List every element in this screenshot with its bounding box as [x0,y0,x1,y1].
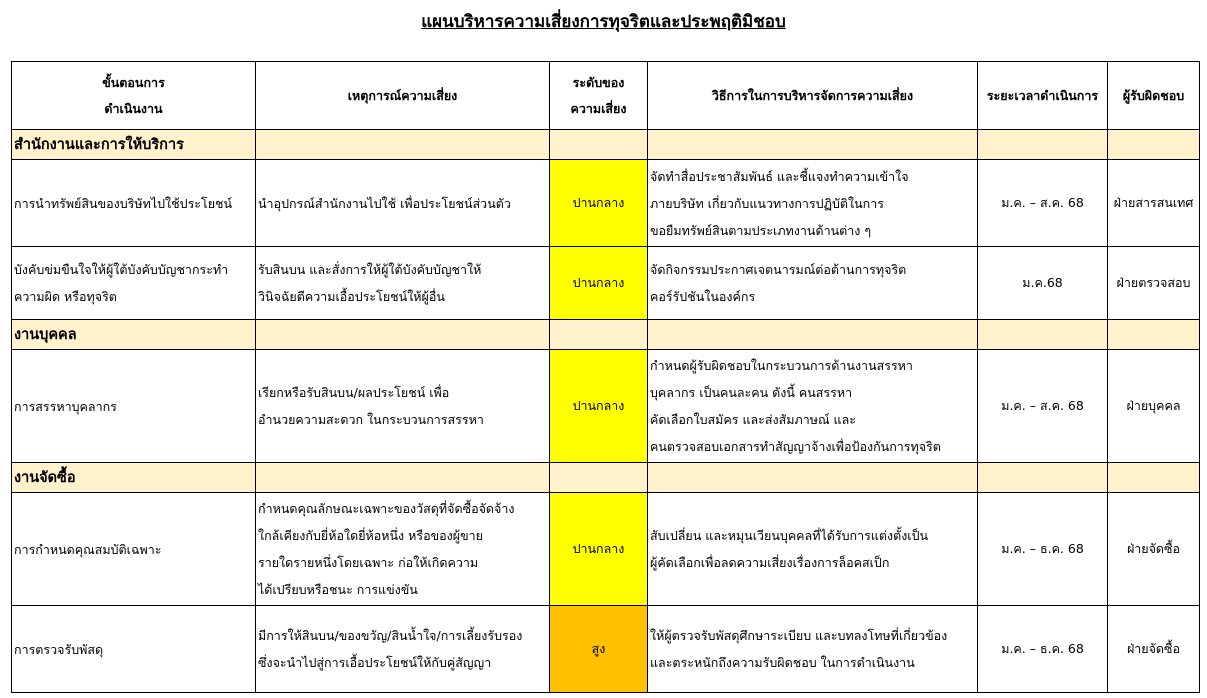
step-cell-line: การตรวจรับพัสดุ [14,641,104,657]
section-empty-cell [1108,320,1200,350]
table-header-row [12,62,1200,130]
table-row [12,493,1200,606]
section-label: สำนักงานและการให้บริการ [12,130,256,160]
period-cell: ม.ค. – ธ.ค. 68 [978,493,1108,606]
event-cell [256,606,550,693]
section-empty-cell [978,130,1108,160]
method-cell-line: จัดกิจกรรมประกาศเจตนารมณ์ต่อต้านการทุจริต [650,262,907,277]
owner-cell: ฝ่ายตรวจสอบ [1108,247,1200,320]
method-cell-line: บุคลากร เป็นคนละคน ดังนี้ คนสรรหา [650,385,853,400]
header-level-line2: ความเสี่ยง [570,100,627,116]
method-cell-line: สับเปลี่ยน และหมุนเวียนบุคคลที่ได้รับการแต่งตั้งเป็น [650,528,929,543]
page-title: แผนบริหารความเสี่ยงการทุจริตและประพฤติมิชอบ [421,12,786,32]
header-step-line2: ดำเนินงาน [104,100,163,116]
header-step-line1: ขั้นตอนการ [102,74,165,90]
section-row [12,463,1200,493]
risk-level-cell: ปานกลาง [550,350,648,463]
section-row [12,130,1200,160]
method-cell-line: ขอยืมทรัพย์สินตามประเภทงานด้านต่าง ๆ [650,222,872,238]
section-empty-cell [550,130,648,160]
event-cell-line: เรียกหรือรับสินบน/ผลประโยชน์ เพื่อ [258,385,450,400]
section-empty-cell [550,463,648,493]
section-empty-cell [256,130,550,160]
method-cell-line: ภายบริษัท เกี่ยวกับแนวทางการปฏิบัติในการ [650,195,884,211]
event-cell [256,160,550,247]
table-row [12,247,1200,320]
method-cell-line: และตระหนักถึงความรับผิดชอบ ในการดำเนินงาน [650,655,915,670]
header-level-line1: ระดับของ [572,74,625,90]
risk-level-cell: ปานกลาง [550,160,648,247]
section-empty-cell [550,320,648,350]
method-cell-line: คอร์รัปชันในองค์กร [650,289,756,304]
step-cell-line: ความผิด หรือทุจริต [14,289,117,304]
risk-plan-table [11,61,1200,693]
method-cell-line: กำหนดผู้รับผิดชอบในกระบวนการด้านงานสรรหา [650,358,913,373]
section-empty-cell [978,320,1108,350]
section-empty-cell [648,320,978,350]
header-period: ระยะเวลาดำเนินการ [978,62,1108,130]
method-cell [648,493,978,606]
risk-level-cell: ปานกลาง [550,247,648,320]
section-empty-cell [648,463,978,493]
event-cell-line: ซึ่งจะนำไปสู่การเอื้อประโยชน์ให้กับคู่สัญญา [258,655,492,670]
owner-cell: ฝ่ายจัดซื้อ [1108,493,1200,606]
event-cell-line: มีการให้สินบน/ของขวัญ/สินน้ำใจ/การเลี้ยงรับรอง [258,628,523,643]
step-cell [12,350,256,463]
owner-cell: ฝ่ายจัดซื้อ [1108,606,1200,693]
step-cell [12,247,256,320]
period-cell: ม.ค. – ส.ค. 68 [978,160,1108,247]
method-cell [648,350,978,463]
period-cell: ม.ค. – ธ.ค. 68 [978,606,1108,693]
event-cell [256,350,550,463]
method-cell-line: ผู้คัดเลือกเพื่อลดความเสี่ยงเรื่องการล็อคสเป็ก [650,555,890,570]
event-cell-line: วินิจฉัยตีความเอื้อประโยชน์ให้ผู้อื่น [258,289,445,304]
method-cell [648,160,978,247]
method-cell-line: จัดทำสื่อประชาสัมพันธ์ และชี้แจงทำความเข้าใจ [650,168,909,184]
table-row [12,606,1200,693]
section-empty-cell [256,463,550,493]
period-cell: ม.ค.68 [978,247,1108,320]
header-level [550,62,648,130]
header-step [12,62,256,130]
section-empty-cell [256,320,550,350]
table-body [12,130,1200,693]
section-empty-cell [978,463,1108,493]
section-label: งานบุคคล [12,320,256,350]
period-cell: ม.ค. – ส.ค. 68 [978,350,1108,463]
method-cell [648,247,978,320]
event-cell-line: นำอุปกรณ์สำนักงานไปใช้ เพื่อประโยชน์ส่วนตัว [258,195,511,211]
event-cell-line: อำนวยความสะดวก ในกระบวนการสรรหา [258,412,484,427]
method-cell-line: ให้ผู้ตรวจรับพัสดุศึกษาระเบียบ และบทลงโทษที่เกี่ยวข้อง [650,628,948,643]
step-cell-line: การนำทรัพย์สินของบริษัทไปใช้ประโยชน์ [14,195,233,211]
section-row [12,320,1200,350]
event-cell-line: รายใดรายหนึ่งโดยเฉพาะ ก่อให้เกิดความ [258,555,479,570]
section-label: งานจัดซื้อ [12,463,256,493]
step-cell-line: การสรรหาบุคลากร [14,398,117,414]
section-empty-cell [1108,130,1200,160]
owner-cell: ฝ่ายบุคคล [1108,350,1200,463]
risk-level-cell: ปานกลาง [550,493,648,606]
owner-cell: ฝ่ายสารสนเทศ [1108,160,1200,247]
event-cell [256,247,550,320]
method-cell [648,606,978,693]
event-cell-line: รับสินบน และสั่งการให้ผู้ใต้บังคับบัญชาให้ [258,262,482,277]
header-event: เหตุการณ์ความเสี่ยง [256,62,550,130]
event-cell-line: ได้เปรียบหรือชนะ การแข่งขัน [258,582,418,597]
table-row [12,160,1200,247]
step-cell [12,493,256,606]
header-method: วิธีการในการบริหารจัดการความเสี่ยง [648,62,978,130]
event-cell-line: ใกล้เคียงกับยี่ห้อใดยี่ห้อหนึ่ง หรือของผู้ขาย [258,528,483,543]
step-cell-line: บังคับข่มขืนใจให้ผู้ใต้บังคับบัญชากระทำ [14,262,229,277]
step-cell [12,160,256,247]
section-empty-cell [648,130,978,160]
step-cell [12,606,256,693]
header-owner: ผู้รับผิดชอบ [1108,62,1200,130]
table-row [12,350,1200,463]
method-cell-line: คัดเลือกใบสมัคร และส่งสัมภาษณ์ และ [650,412,856,427]
risk-level-cell: สูง [550,606,648,693]
method-cell-line: คนตรวจสอบเอกสารทำสัญญาจ้างเพื่อป้องกันการทุจริต [650,439,941,454]
event-cell [256,493,550,606]
event-cell-line: กำหนดคุณลักษณะเฉพาะของวัสดุที่จัดซื้อจัดจ้าง [258,501,515,516]
step-cell-line: การกำหนดคุณสมบัติเฉพาะ [14,541,162,557]
section-empty-cell [1108,463,1200,493]
